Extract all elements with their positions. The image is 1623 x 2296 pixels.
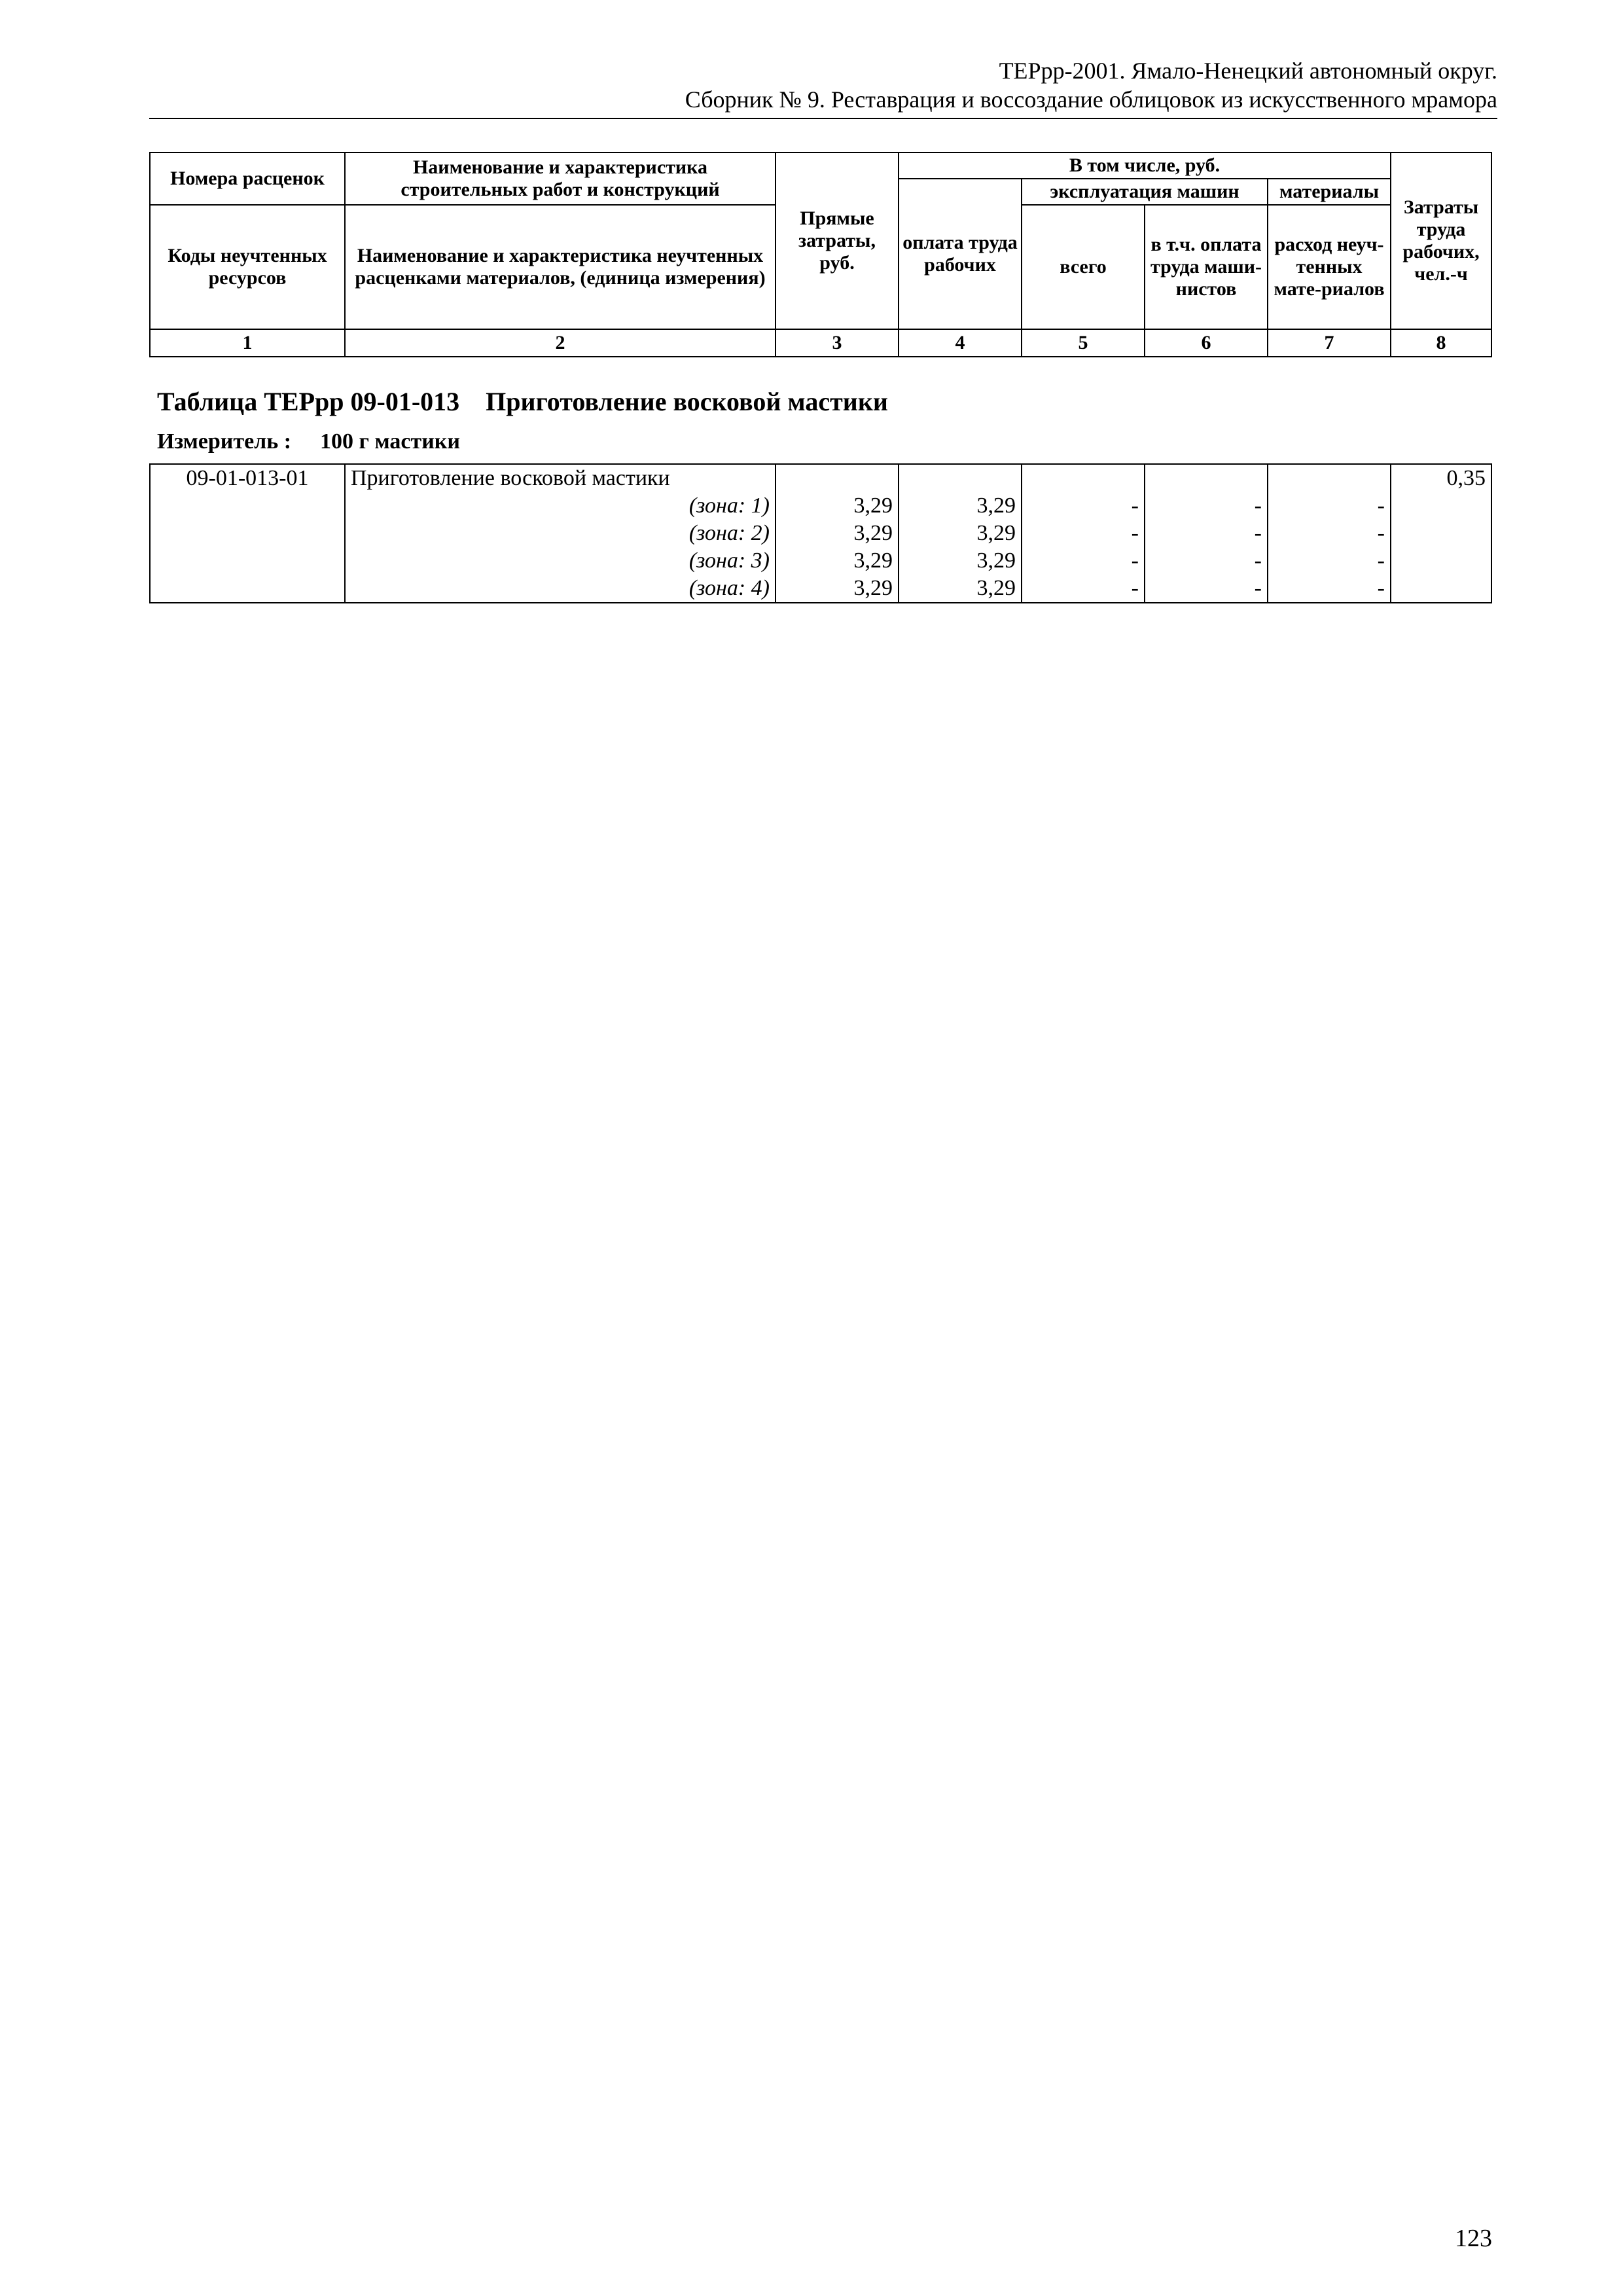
machinist-wages: - bbox=[1145, 547, 1268, 575]
zone-label: (зона: 2) bbox=[345, 520, 776, 547]
machines-total: - bbox=[1022, 492, 1145, 520]
column-number: 8 bbox=[1391, 329, 1491, 357]
header-work-name: Наименование и характеристика строительных работ и конструкций bbox=[345, 152, 776, 205]
header-line-2: Сборник № 9. Реставрация и воссоздание облицовок из искусственного мрамора bbox=[685, 86, 1497, 113]
materials-consumption: - bbox=[1268, 520, 1391, 547]
header-line-1: ТЕРрр-2001. Ямало-Ненецкий автономный округ. bbox=[999, 58, 1497, 84]
machines-total: - bbox=[1022, 520, 1145, 547]
rates-table bbox=[149, 463, 1492, 603]
header-materials: материалы bbox=[1268, 179, 1391, 205]
header-resource-codes: Коды неучтенных ресурсов bbox=[150, 205, 345, 329]
header-direct-costs: Прямые затраты, руб. bbox=[776, 152, 899, 329]
zone-label: (зона: 1) bbox=[345, 492, 776, 520]
direct-cost: 3,29 bbox=[776, 492, 899, 520]
table-row bbox=[150, 575, 1491, 603]
column-number: 4 bbox=[899, 329, 1022, 357]
worker-wages: 3,29 bbox=[899, 492, 1022, 520]
machines-total: - bbox=[1022, 547, 1145, 575]
header-including: В том числе, руб. bbox=[899, 152, 1391, 179]
header-machines: эксплуатация машин bbox=[1022, 179, 1268, 205]
header-labor-costs: Затраты труда рабочих, чел.-ч bbox=[1391, 152, 1491, 329]
rate-name: Приготовление восковой мастики bbox=[345, 464, 776, 492]
table-row bbox=[150, 547, 1491, 575]
header-machinist-wages: в т.ч. оплата труда маши-нистов bbox=[1145, 205, 1268, 329]
table-row bbox=[150, 464, 1491, 492]
worker-wages: 3,29 bbox=[899, 520, 1022, 547]
direct-cost: 3,29 bbox=[776, 547, 899, 575]
machinist-wages: - bbox=[1145, 575, 1268, 603]
page-number: 123 bbox=[1455, 2225, 1492, 2252]
zone-label: (зона: 3) bbox=[345, 547, 776, 575]
direct-cost: 3,29 bbox=[776, 575, 899, 603]
column-number: 2 bbox=[345, 329, 776, 357]
header-rate-numbers: Номера расценок bbox=[150, 152, 345, 205]
table-title bbox=[157, 386, 888, 417]
materials-consumption: - bbox=[1268, 547, 1391, 575]
materials-consumption: - bbox=[1268, 492, 1391, 520]
column-number: 5 bbox=[1022, 329, 1145, 357]
table-code: Таблица ТЕРрр 09-01-013 bbox=[157, 387, 460, 416]
header-material-names: Наименование и характеристика неучтенных расценками материалов, (единица измерения) bbox=[345, 205, 776, 329]
materials-consumption: - bbox=[1268, 575, 1391, 603]
header-rule bbox=[149, 118, 1497, 119]
column-header-table bbox=[149, 152, 1492, 357]
labor-value: 0,35 bbox=[1391, 464, 1491, 492]
direct-cost: 3,29 bbox=[776, 520, 899, 547]
zone-label: (зона: 4) bbox=[345, 575, 776, 603]
table-name: Приготовление восковой мастики bbox=[486, 387, 888, 416]
worker-wages: 3,29 bbox=[899, 575, 1022, 603]
column-number: 3 bbox=[776, 329, 899, 357]
table-row bbox=[150, 492, 1491, 520]
measure-value: 100 г мастики bbox=[320, 429, 460, 454]
header-machines-total: всего bbox=[1022, 205, 1145, 329]
column-number: 1 bbox=[150, 329, 345, 357]
table-row bbox=[150, 520, 1491, 547]
rate-code: 09-01-013-01 bbox=[150, 464, 345, 492]
column-number: 6 bbox=[1145, 329, 1268, 357]
machinist-wages: - bbox=[1145, 492, 1268, 520]
header-material-consumption: расход неуч-тенных мате-риалов bbox=[1268, 205, 1391, 329]
measure-unit bbox=[157, 429, 460, 454]
machinist-wages: - bbox=[1145, 520, 1268, 547]
machines-total: - bbox=[1022, 575, 1145, 603]
page-header bbox=[149, 56, 1497, 119]
column-number: 7 bbox=[1268, 329, 1391, 357]
worker-wages: 3,29 bbox=[899, 547, 1022, 575]
measure-label: Измеритель : bbox=[157, 429, 292, 454]
header-worker-wages: оплата труда рабочих bbox=[899, 179, 1022, 329]
